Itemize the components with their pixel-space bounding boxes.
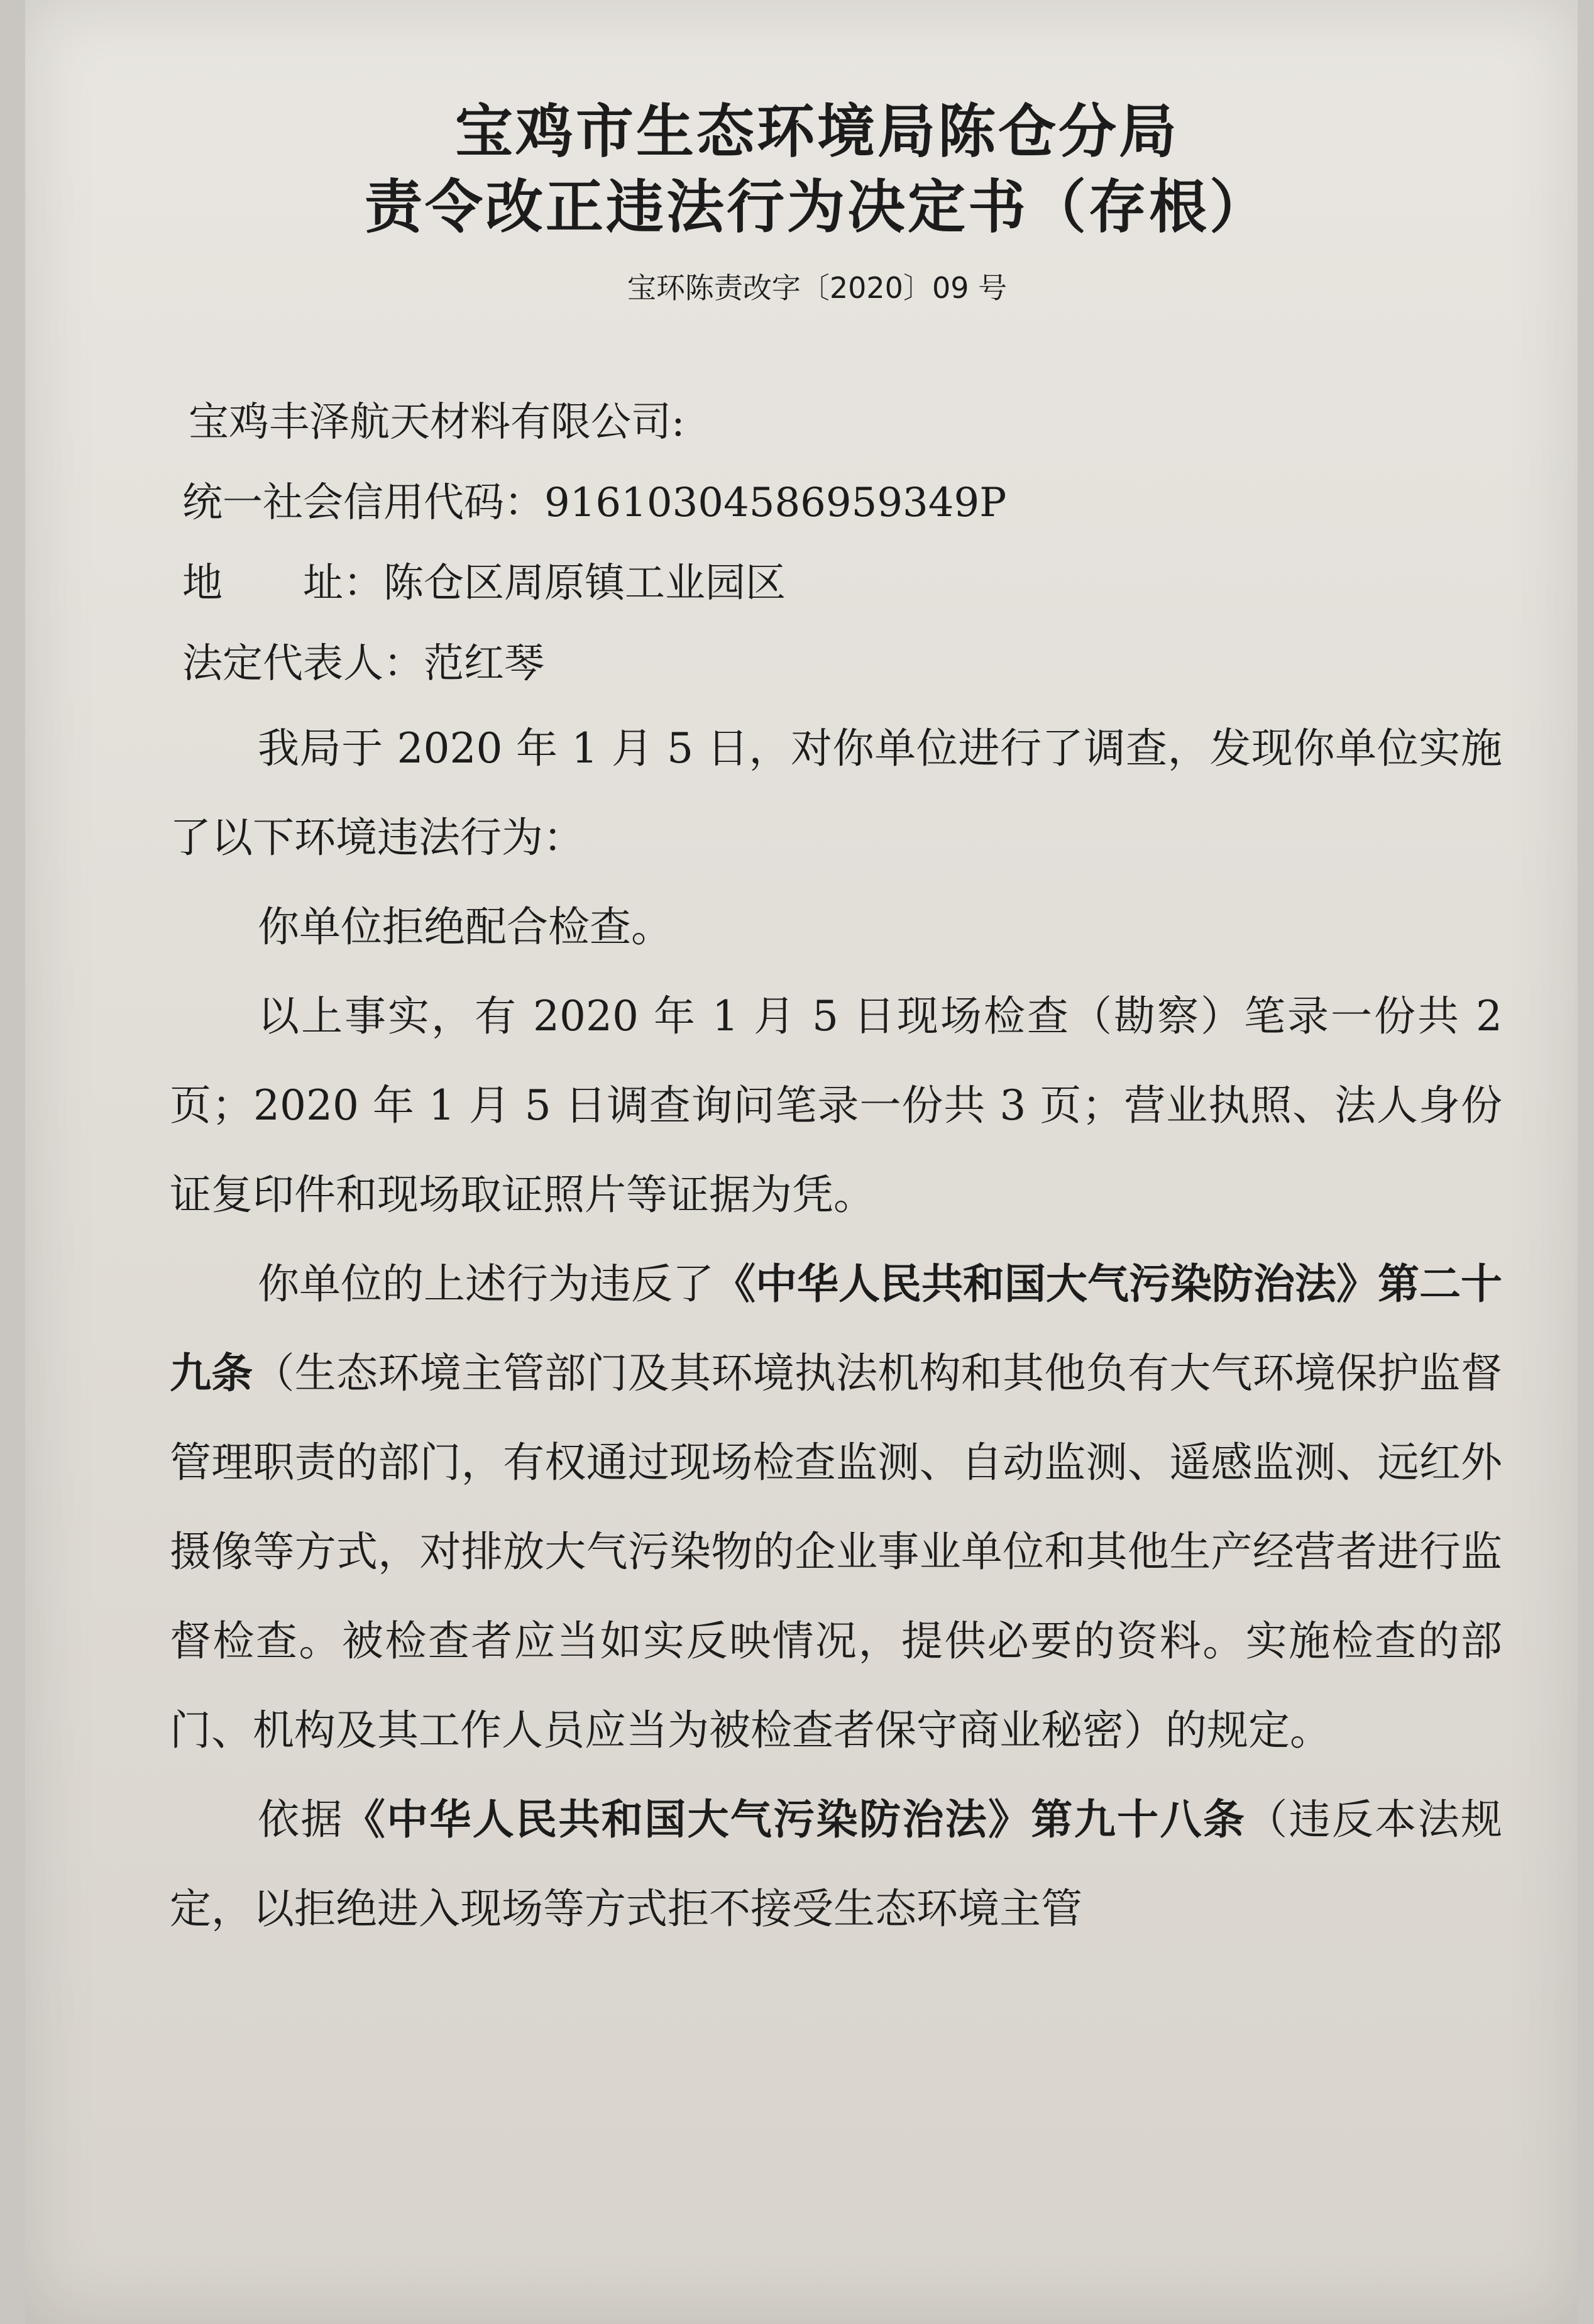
document-number: 宝环陈责改字〔2020〕09 号: [627, 271, 1008, 305]
law-reference-article-98: 《中华人民共和国大气污染防治法》第九十八条: [343, 1795, 1246, 1844]
document-body: [132, 94, 1502, 1954]
recipient-name: 宝鸡丰泽航天材料有限公司:: [189, 399, 685, 446]
paragraph-penalty-basis-text: （违反本法规定，以拒绝进入现场等方式拒不接受生态环境主管: [170, 1795, 1503, 1933]
document-page: [25, 0, 1578, 2324]
legal-representative-line: 法定代表人：范红琴: [182, 641, 544, 687]
credit-code-line: 统一社会信用代码：91610304586959349P: [182, 480, 1007, 526]
paragraph-investigation: 我局于 2020 年 1 月 5 日，对你单位进行了调查，发现你单位实施了以下环境违法行为：: [170, 724, 1502, 862]
law-reference-article-29: 《中华人民共和国大气污染防治法》第二十九条: [170, 1260, 1502, 1397]
paragraph-violation: 你单位拒绝配合检查。: [258, 903, 673, 951]
address-line: 地 址：陈仓区周原镇工业园区: [182, 560, 786, 607]
paragraph-legal-basis-text: （生态环境主管部门及其环境执法机构和其他负有大气环境保护监督管理职责的部门，有权通过现场检查监测、自动监测、遥感监测、远红外摄像等方式，对排放大气污染物的企业事业单位和其他生产经营者进行监督检查。被检查者应当如实反映情况，提供必要的资料。实施检查的部门、机构及其工作人员应当为被检查者保守商业秘密）的规定。: [170, 1349, 1503, 1754]
paragraph-legal-basis: [170, 1240, 1502, 1775]
paragraph-evidence: 以上事实，有 2020 年 1 月 5 日现场检查（勘察）笔录一份共 2 页；2020 年 1 月 5 日调查询问笔录一份共 3 页；营业执照、法人身份证复印件和现场取证照片等证据为凭。: [170, 992, 1502, 1219]
document-title: [132, 94, 1502, 245]
paragraph-legal-basis-intro: 你单位的上述行为违反了: [258, 1260, 714, 1308]
paragraph-penalty-basis-intro: 依据: [258, 1795, 344, 1844]
title-line-1: 宝鸡市生态环境局陈仓分局: [454, 98, 1179, 165]
paragraph-penalty-basis: [170, 1775, 1502, 1954]
title-line-2: 责令改正违法行为决定书（存根）: [364, 173, 1270, 241]
